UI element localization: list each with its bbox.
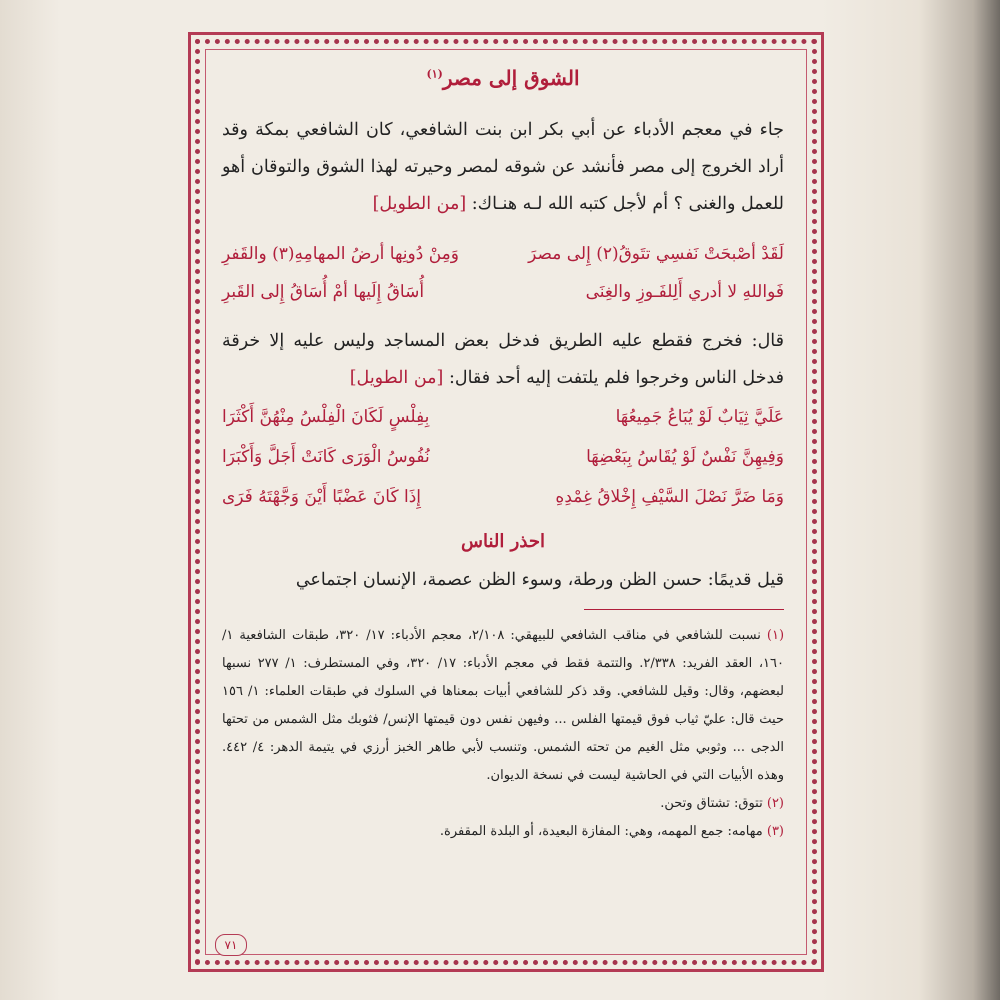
hemistich-second: بِفِلْسٍ لَكَانَ الْفِلْسُ مِنْهُنَّ أَكْثَرَا bbox=[222, 407, 430, 427]
footnote-2 bbox=[222, 790, 784, 818]
page-background-left bbox=[0, 0, 60, 1000]
chapter-title-text: الشوق إلى مصر bbox=[442, 66, 580, 90]
hemistich-first: وَمَا ضَرَّ نَصْلَ السَّيْفِ إِخْلاقُ غِمْدِهِ bbox=[555, 487, 784, 507]
footnote-text: نسبت للشافعي في مناقب الشافعي للبيهقي: ٢/١٠٨، معجم الأدباء: ١٧/ ٣٢٠، طبقات الشافعية ١/ ١٦٠، العقد الفريد: ٢/٣٣٨. والتتمة فقط في معجم الأدباء: ١٧/ ٣٢٠، وفي المستطرف: ١/ ٢٧٧ نسبها لبعضهم، وقال: وقيل للشافعي. وقد ذكر للشافعي أبيات بمعناها في السلوك في طبقات العلماء: ١/ ١٥٦ حيث قال: عليّ ثياب فوق قيمتها الفلس ... وفيهن نفس دون قيمتها الإنس/ فثوبك مثل الشمس من تحتها الدجى ... وثوبي مثل الغيم من تحته الشمس. وتنسب لأبي طاهر الخبز أرزي في يتيمة الدهر: ٤/ ٤٤٢. وهذه الأبيات التي في الحاشية ليست في نسخة الديوان. bbox=[222, 628, 785, 783]
poem2-verse-2 bbox=[222, 437, 784, 477]
hemistich-first: فَواللهِ لا أدري أَلِلفَـوزِ والغِنَى bbox=[585, 282, 784, 302]
meter-label-2: [من الطويل] bbox=[349, 368, 444, 388]
poem2-verse-1 bbox=[222, 397, 784, 437]
book-spine-shadow bbox=[820, 0, 1000, 1000]
paragraph-intro bbox=[222, 112, 784, 223]
hemistich-second: إِذَا كَانَ عَضْبًا أَيْنَ وَجَّهْتَهُ فَرَى bbox=[222, 487, 421, 507]
footnote-number: (١) bbox=[766, 628, 785, 643]
paragraph-story bbox=[222, 323, 784, 397]
page-content bbox=[222, 60, 784, 940]
hemistich-second: وَمِنْ دُونِها أرضُ المهامِهِ(٣) والقَفرِ bbox=[222, 244, 459, 264]
title-footnote-marker: (١) bbox=[426, 67, 443, 81]
footnote-3 bbox=[222, 818, 784, 846]
footnote-text: تتوق: تشتاق وتحن. bbox=[660, 796, 763, 811]
section-title: احذر الناس bbox=[461, 531, 545, 552]
meter-label-1: [من الطويل] bbox=[372, 194, 467, 214]
footnote-number: (٣) bbox=[766, 824, 784, 839]
hemistich-second: نُفُوسُ الْوَرَى كَانَتْ أَجَلَّ وَأَكْبَرَا bbox=[222, 447, 430, 467]
page-number: ٧١ bbox=[215, 934, 247, 956]
paragraph-intro-text: جاء في معجم الأدباء عن أبي بكر ابن بنت الشافعي، كان الشافعي بمكة وقد أراد الخروج إلى مصر فأنشد عن شوقه لمصر وحيرته لهذا الشوق والتوقان أهو للعمل والغنى ؟ أم لأجل كتبه الله لـه هنـاك: bbox=[222, 120, 784, 214]
footnote-divider bbox=[584, 609, 784, 610]
poem2-verse-3 bbox=[222, 477, 784, 517]
footnote-text: مهامه: جمع المهمه، وهي: المفازة البعيدة، أو البلدة المقفرة. bbox=[439, 824, 763, 839]
hemistich-first: لَقَدْ أصْبحَتْ نَفسِي تتَوقُ(٢) إِلى مصرَ bbox=[528, 244, 784, 264]
paragraph-story-text: قال: فخرج فقطع عليه الطريق فدخل بعض المساجد وليس عليه إلا خرقة فدخل الناس وخرجوا فلم يلتفت إليه أحد فقال: bbox=[222, 331, 784, 388]
poem1-verse-2 bbox=[222, 273, 784, 311]
footnote-number: (٢) bbox=[766, 796, 784, 811]
hemistich-second: أُسَاقُ إِلَيها أمْ أُسَاقُ إِلى القَبرِ bbox=[222, 282, 425, 302]
chapter-title bbox=[222, 66, 784, 90]
poem1-verse-1 bbox=[222, 235, 784, 273]
paragraph-section: قيل قديمًا: حسن الظن ورطة، وسوء الظن عصمة، الإنسان اجتماعي bbox=[295, 570, 784, 590]
hemistich-first: عَلَيَّ ثِيَابٌ لَوْ يُبَاعُ جَمِيعُهَا bbox=[615, 407, 784, 427]
hemistich-first: وَفِيهِنَّ نَفْسٌ لَوْ يُقَاسُ بِبَعْضِهَا bbox=[586, 447, 784, 467]
footnote-1 bbox=[222, 622, 784, 790]
